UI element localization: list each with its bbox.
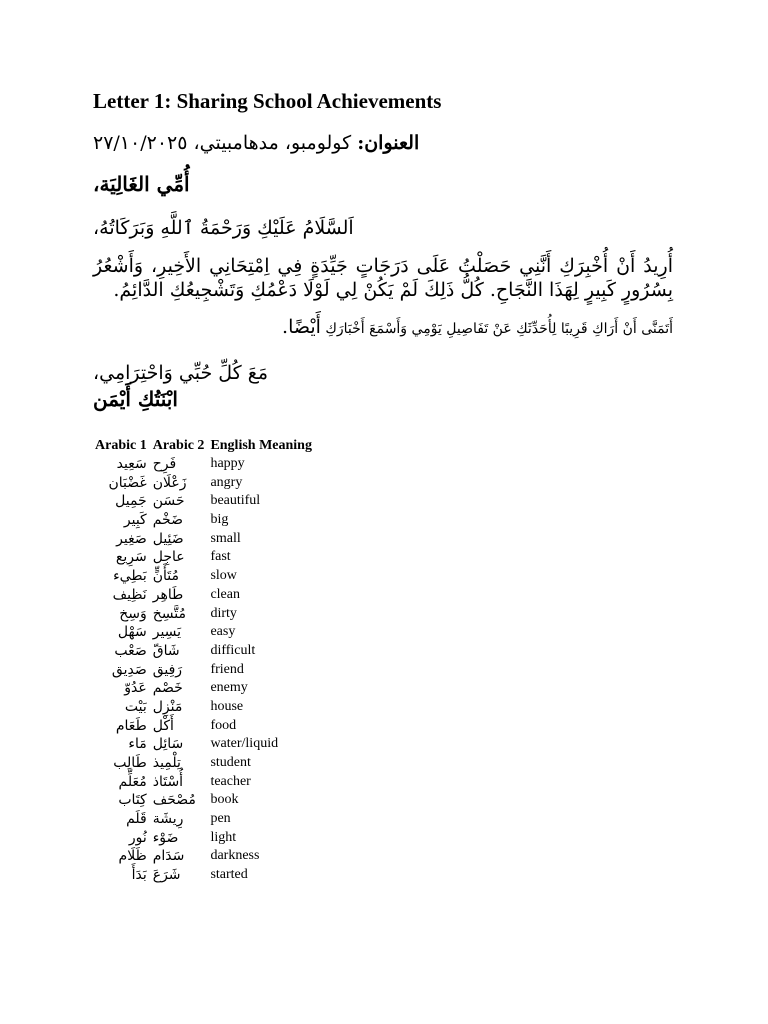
arabic-1-cell: عَدُوّ xyxy=(124,680,147,697)
arabic-2-cell: رَفِيق xyxy=(152,661,183,678)
arabic-1-cell: مُعَلِّم xyxy=(118,773,147,790)
arabic-2-cell: حَسَن xyxy=(152,493,185,510)
table-row xyxy=(93,661,316,680)
arabic-2-cell: تِلْمِيذ xyxy=(152,755,181,771)
arabic-1-cell: سَعِيد xyxy=(116,456,147,472)
paragraph-2-end: أَيْضًا. xyxy=(282,316,321,338)
table-row xyxy=(93,810,316,829)
arabic-1-cell: صَعْب xyxy=(114,642,147,659)
english-cell: enemy xyxy=(210,680,248,696)
table-row xyxy=(93,642,316,661)
english-cell: angry xyxy=(210,474,243,490)
english-cell: easy xyxy=(210,624,236,640)
greeting: اَلسَّلَامُ عَلَيْكِ وَرَحْمَةُ ٱللَّهِ وَبَرَكَاتُهُ، xyxy=(93,217,354,239)
table-row xyxy=(93,455,316,474)
english-cell: started xyxy=(210,867,248,883)
arabic-1-cell: وَسِخ xyxy=(119,605,147,622)
table-row xyxy=(93,530,316,549)
table-row xyxy=(93,698,316,717)
arabic-2-cell: أَكْل xyxy=(152,717,174,734)
table-row xyxy=(93,847,316,866)
arabic-2-cell: رِيشَة xyxy=(152,811,184,828)
english-cell: small xyxy=(210,530,241,546)
table-row xyxy=(93,623,316,642)
table-row xyxy=(93,605,316,624)
arabic-2-cell: شَرَعَ xyxy=(152,867,181,884)
english-cell: light xyxy=(210,829,237,845)
table-row xyxy=(93,717,316,736)
address-line xyxy=(93,126,673,160)
english-cell: happy xyxy=(210,456,245,471)
arabic-1-cell: طَعَام xyxy=(115,717,147,734)
arabic-1-cell: قَلَم xyxy=(126,811,147,828)
table-row xyxy=(93,548,316,567)
letter-paragraph-1: أُرِيدُ أَنْ أُخْبِرَكِ أَنَّنِي حَصَلْتُ عَلَى دَرَجَاتٍ جَيِّدَةٍ فِي اِمْتِحَانِي الأَخِيرِ، وَأَشْعُرُ بِسُرُورٍ كَبِيرٍ لِهَذَا النَّجَاحِ. كُلُّ ذَلِكَ لَمْ يَكُنْ لِي لَوْلَا دَعْمُكِ وَتَشْجِيعُكِ الدَّائِمُ. xyxy=(93,255,673,301)
arabic-2-cell: ضَخْم xyxy=(152,512,183,529)
arabic-2-cell: مُصْحَف xyxy=(152,792,196,809)
arabic-1-cell: جَمِيل xyxy=(115,493,147,510)
table-row xyxy=(93,791,316,810)
arabic-2-cell: ضَئِيل xyxy=(152,530,184,547)
arabic-1-cell: كَبِير xyxy=(123,512,147,529)
english-cell: teacher xyxy=(210,773,251,789)
english-cell: book xyxy=(210,792,239,808)
arabic-1-cell: نُور xyxy=(128,829,147,846)
arabic-2-cell: سَدَام xyxy=(152,848,185,865)
arabic-2-cell: خَصْم xyxy=(152,680,183,697)
arabic-1-cell: مَاء xyxy=(128,736,147,753)
salutation: أُمِّي الغَالِيَة، xyxy=(93,172,190,196)
table-row xyxy=(93,586,316,605)
arabic-2-cell: أُسْتَاذ xyxy=(152,773,184,790)
arabic-2-cell: ضَوْء xyxy=(152,829,179,846)
arabic-1-cell: كِتَاب xyxy=(118,792,147,809)
closing-line: مَعَ كُلِّ حُبِّي وَاحْتِرَامِي، xyxy=(93,362,268,384)
arabic-2-cell: مُتَأَنٍّ xyxy=(152,568,179,585)
english-cell: house xyxy=(210,698,244,714)
arabic-2-cell: زَعْلَان xyxy=(152,474,187,491)
english-cell: darkness xyxy=(210,848,260,864)
arabic-1-cell: بَطِيء xyxy=(113,568,147,585)
english-cell: water/liquid xyxy=(210,736,279,752)
arabic-2-cell: شَاقّ xyxy=(152,642,180,659)
signature: ابْنَتُكِ أَيْمَن xyxy=(93,387,178,411)
table-row xyxy=(93,474,316,493)
table-row xyxy=(93,866,316,885)
arabic-1-cell: بَيْت xyxy=(124,698,147,715)
arabic-2-cell: عاجِل xyxy=(152,549,185,566)
english-cell: friend xyxy=(210,661,244,677)
arabic-1-cell: بَدَأَ xyxy=(131,867,147,884)
arabic-1-cell: غَضْبَان xyxy=(108,474,147,491)
english-cell: food xyxy=(210,717,237,733)
arabic-1-cell: سَرِيع xyxy=(115,549,147,566)
table-row xyxy=(93,511,316,530)
arabic-2-cell: مَنْزِل xyxy=(152,698,183,715)
address-value: كولومبو، مدهامبيتي، ٢٧/١٠/٢٠٢٥ xyxy=(93,132,352,154)
english-cell: pen xyxy=(210,811,231,827)
letter-paragraph-2 xyxy=(93,316,673,340)
table-row xyxy=(93,735,316,754)
arabic-1-cell: سَهْل xyxy=(117,624,147,641)
table-row xyxy=(93,679,316,698)
arabic-1-cell: ظَلَام xyxy=(118,848,147,865)
address-label: العنوان: xyxy=(357,132,420,154)
table-row xyxy=(93,754,316,773)
arabic-2-cell: يَسِير xyxy=(152,624,182,641)
english-cell: difficult xyxy=(210,642,256,658)
letter-title: Letter 1: Sharing School Achievements xyxy=(93,89,442,113)
header-arabic-1: Arabic 1 xyxy=(95,437,147,453)
header-arabic-2: Arabic 2 xyxy=(152,437,205,453)
english-cell: clean xyxy=(210,586,240,602)
vocabulary-table xyxy=(93,436,316,885)
arabic-1-cell: طَالِب xyxy=(113,755,147,771)
english-cell: fast xyxy=(210,549,231,565)
arabic-2-cell: طَاهِر xyxy=(152,586,184,603)
table-row xyxy=(93,773,316,792)
arabic-1-cell: صَدِيق xyxy=(111,661,147,678)
english-cell: big xyxy=(210,512,229,528)
english-cell: slow xyxy=(210,568,237,584)
arabic-1-cell: صَغِير xyxy=(116,530,147,547)
document-page xyxy=(93,86,673,885)
table-row xyxy=(93,492,316,511)
english-cell: student xyxy=(210,755,251,770)
arabic-2-cell: مُتَّسِخ xyxy=(152,605,186,622)
arabic-2-cell: فَرِح xyxy=(152,456,177,472)
table-row xyxy=(93,567,316,586)
header-english: English Meaning xyxy=(210,437,312,453)
english-cell: dirty xyxy=(210,605,237,621)
table-header-row xyxy=(93,436,316,455)
arabic-1-cell: نَظِيف xyxy=(112,586,147,603)
table-row xyxy=(93,829,316,848)
paragraph-2-main: أَتَمَنَّى أَنْ أَرَاكِ قَرِيبًا لِأُحَدِّثَكِ عَنْ تَفَاصِيلِ يَوْمِي وَأَسْمَعَ أَخْبَارَكِ xyxy=(325,321,673,337)
vocabulary-table-body xyxy=(93,455,316,885)
english-cell: beautiful xyxy=(210,493,261,509)
arabic-2-cell: سَائِل xyxy=(152,736,184,753)
